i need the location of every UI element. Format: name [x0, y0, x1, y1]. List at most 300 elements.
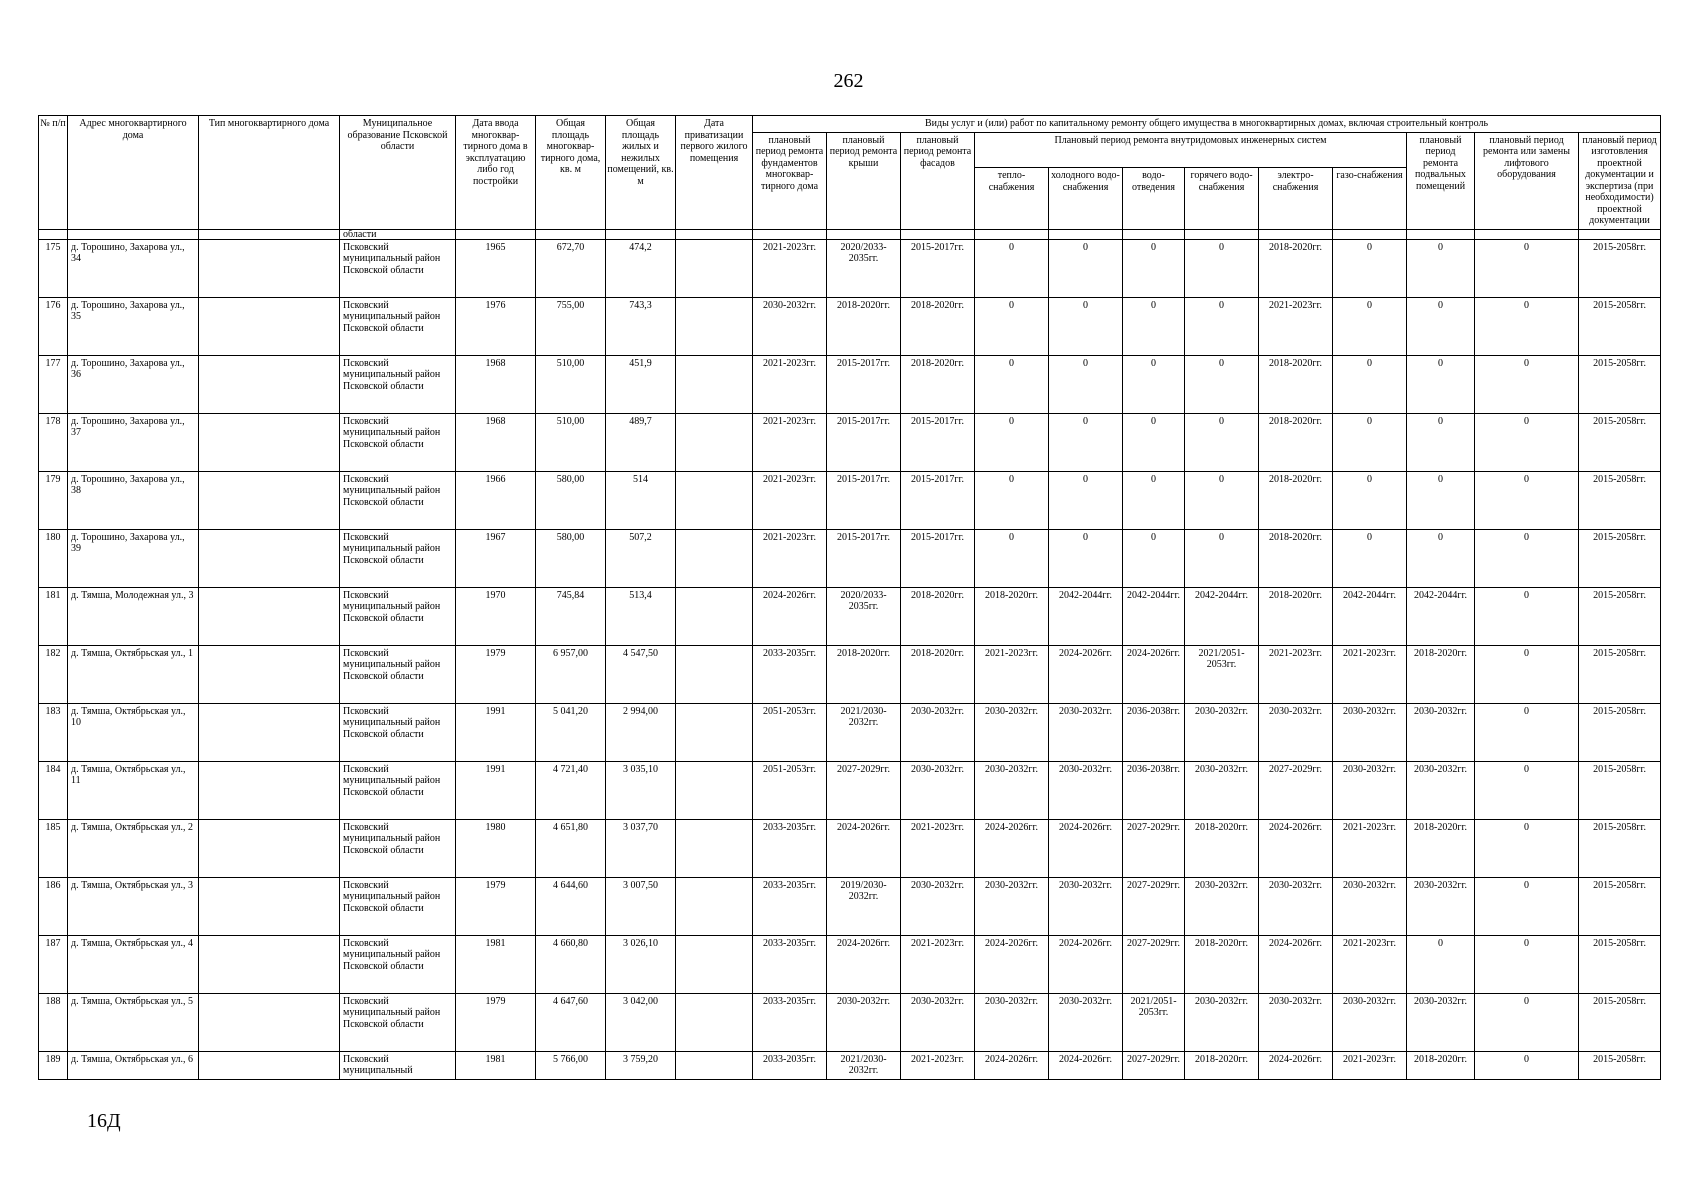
- hot-water-cell: 2030-2032гг.: [1185, 993, 1259, 1051]
- design-cell: 2015-2058гг.: [1579, 413, 1661, 471]
- address-cell: д. Торошино, Захарова ул., 35: [68, 297, 199, 355]
- municipality-cell: Псковский муниципальный район Псковской области: [340, 239, 456, 297]
- gas-cell: 2030-2032гг.: [1333, 877, 1407, 935]
- design-cell: 2015-2058гг.: [1579, 529, 1661, 587]
- privatization-cell: [676, 703, 753, 761]
- elevator-cell: 0: [1475, 703, 1579, 761]
- electric-cell: 2027-2029гг.: [1259, 761, 1333, 819]
- heat-cell: 0: [975, 355, 1049, 413]
- facade-cell: 2018-2020гг.: [901, 587, 975, 645]
- header-house-type: Тип многоквартирного дома: [199, 116, 340, 230]
- heat-cell: 2030-2032гг.: [975, 877, 1049, 935]
- heat-cell: 0: [975, 413, 1049, 471]
- elevator-cell: 0: [1475, 471, 1579, 529]
- gas-cell: 2021-2023гг.: [1333, 935, 1407, 993]
- header-privatization-date: Дата приватизации первого жилого помещения: [676, 116, 753, 230]
- header-works-group: Виды услуг и (или) работ по капитальному ремонту общего имущества в многоквартирных домах, включая строительный контроль: [753, 116, 1661, 133]
- gas-cell: 0: [1333, 413, 1407, 471]
- total-area-cell: 5 766,00: [536, 1051, 606, 1079]
- gas-cell: 2042-2044гг.: [1333, 587, 1407, 645]
- heat-cell: 2030-2032гг.: [975, 761, 1049, 819]
- header-hot-water: горячего водо-снабжения: [1185, 168, 1259, 229]
- heat-cell: 0: [975, 297, 1049, 355]
- total-area-cell: 4 721,40: [536, 761, 606, 819]
- municipality-cell: Псковский муниципальный район Псковской области: [340, 413, 456, 471]
- municipality-cell: Псковский муниципальный район Псковской области: [340, 993, 456, 1051]
- electric-cell: 2024-2026гг.: [1259, 1051, 1333, 1079]
- design-cell: 2015-2058гг.: [1579, 587, 1661, 645]
- drainage-cell: 2027-2029гг.: [1123, 1051, 1185, 1079]
- foundation-cell: 2033-2035гг.: [753, 645, 827, 703]
- header-facade: плановый период ремонта фасадов: [901, 132, 975, 229]
- gas-cell: 0: [1333, 239, 1407, 297]
- foundation-cell: 2033-2035гг.: [753, 1051, 827, 1079]
- roof-cell: 2015-2017гг.: [827, 529, 901, 587]
- year-cell: 1980: [456, 819, 536, 877]
- address-cell: д. Тямша, Октябрьская ул., 11: [68, 761, 199, 819]
- roof-cell: 2019/2030-2032гг.: [827, 877, 901, 935]
- cold-water-cell: 0: [1049, 413, 1123, 471]
- privatization-cell: [676, 761, 753, 819]
- privatization-cell: [676, 587, 753, 645]
- privatization-cell: [676, 993, 753, 1051]
- header-electric: электро-снабжения: [1259, 168, 1333, 229]
- hot-water-cell: 2042-2044гг.: [1185, 587, 1259, 645]
- table-row: [39, 645, 1661, 703]
- roof-cell: 2020/2033-2035гг.: [827, 587, 901, 645]
- row-number: 181: [39, 587, 68, 645]
- row-number: 178: [39, 413, 68, 471]
- design-cell: 2015-2058гг.: [1579, 471, 1661, 529]
- address-cell: д. Торошино, Захарова ул., 36: [68, 355, 199, 413]
- year-cell: 1979: [456, 993, 536, 1051]
- heat-cell: 2018-2020гг.: [975, 587, 1049, 645]
- living-area-cell: 3 026,10: [606, 935, 676, 993]
- drainage-cell: 2021/2051-2053гг.: [1123, 993, 1185, 1051]
- house-type-cell: [199, 877, 340, 935]
- electric-cell: 2030-2032гг.: [1259, 703, 1333, 761]
- foundation-cell: 2051-2053гг.: [753, 703, 827, 761]
- hot-water-cell: 2030-2032гг.: [1185, 703, 1259, 761]
- gas-cell: 2021-2023гг.: [1333, 1051, 1407, 1079]
- address-cell: д. Тямша, Октябрьская ул., 2: [68, 819, 199, 877]
- drainage-cell: 2027-2029гг.: [1123, 819, 1185, 877]
- living-area-cell: 514: [606, 471, 676, 529]
- electric-cell: 2030-2032гг.: [1259, 877, 1333, 935]
- foundation-cell: 2021-2023гг.: [753, 529, 827, 587]
- living-area-cell: 507,2: [606, 529, 676, 587]
- total-area-cell: 4 644,60: [536, 877, 606, 935]
- year-cell: 1979: [456, 877, 536, 935]
- house-type-cell: [199, 413, 340, 471]
- elevator-cell: 0: [1475, 529, 1579, 587]
- cold-water-cell: 2024-2026гг.: [1049, 819, 1123, 877]
- house-type-cell: [199, 993, 340, 1051]
- roof-cell: 2018-2020гг.: [827, 297, 901, 355]
- house-type-cell: [199, 297, 340, 355]
- roof-cell: 2015-2017гг.: [827, 413, 901, 471]
- basement-cell: 2018-2020гг.: [1407, 819, 1475, 877]
- table-row: [39, 413, 1661, 471]
- drainage-cell: 0: [1123, 297, 1185, 355]
- electric-cell: 2018-2020гг.: [1259, 239, 1333, 297]
- header-num: № п/п: [39, 116, 68, 230]
- heat-cell: 2024-2026гг.: [975, 1051, 1049, 1079]
- total-area-cell: 5 041,20: [536, 703, 606, 761]
- municipality-cell: Псковский муниципальный район Псковской области: [340, 703, 456, 761]
- living-area-cell: 2 994,00: [606, 703, 676, 761]
- header-total-area: Общая площадь многоквар-тирного дома, кв. м: [536, 116, 606, 230]
- drainage-cell: 0: [1123, 355, 1185, 413]
- cold-water-cell: 2030-2032гг.: [1049, 877, 1123, 935]
- living-area-cell: 3 042,00: [606, 993, 676, 1051]
- design-cell: 2015-2058гг.: [1579, 703, 1661, 761]
- hot-water-cell: 0: [1185, 239, 1259, 297]
- cold-water-cell: 2024-2026гг.: [1049, 645, 1123, 703]
- privatization-cell: [676, 1051, 753, 1079]
- gas-cell: 0: [1333, 471, 1407, 529]
- foundation-cell: 2051-2053гг.: [753, 761, 827, 819]
- row-number: 186: [39, 877, 68, 935]
- privatization-cell: [676, 297, 753, 355]
- privatization-cell: [676, 935, 753, 993]
- basement-cell: 0: [1407, 297, 1475, 355]
- address-cell: д. Тямша, Октябрьская ул., 4: [68, 935, 199, 993]
- row-number: 179: [39, 471, 68, 529]
- roof-cell: 2020/2033-2035гг.: [827, 239, 901, 297]
- year-cell: 1965: [456, 239, 536, 297]
- hot-water-cell: 0: [1185, 529, 1259, 587]
- cold-water-cell: 0: [1049, 355, 1123, 413]
- header-design: плановый период изготовления проектной документации и экспертиза (при необходимости) проектной документации: [1579, 132, 1661, 229]
- table-row: [39, 703, 1661, 761]
- page-number: 262: [833, 70, 864, 92]
- roof-cell: 2024-2026гг.: [827, 935, 901, 993]
- municipality-cell: Псковский муниципальный район Псковской области: [340, 877, 456, 935]
- foundation-cell: 2021-2023гг.: [753, 413, 827, 471]
- heat-cell: 2030-2032гг.: [975, 993, 1049, 1051]
- header-commission-date: Дата ввода многоквар-тирного дома в эксплуатацию либо год постройки: [456, 116, 536, 230]
- basement-cell: 2018-2020гг.: [1407, 1051, 1475, 1079]
- house-type-cell: [199, 471, 340, 529]
- gas-cell: 2030-2032гг.: [1333, 761, 1407, 819]
- table-row: [39, 587, 1661, 645]
- hot-water-cell: 2021/2051-2053гг.: [1185, 645, 1259, 703]
- privatization-cell: [676, 471, 753, 529]
- elevator-cell: 0: [1475, 587, 1579, 645]
- total-area-cell: 510,00: [536, 355, 606, 413]
- heat-cell: 2030-2032гг.: [975, 703, 1049, 761]
- privatization-cell: [676, 239, 753, 297]
- facade-cell: 2018-2020гг.: [901, 355, 975, 413]
- total-area-cell: 510,00: [536, 413, 606, 471]
- privatization-cell: [676, 413, 753, 471]
- municipality-cell: Псковский муниципальный: [340, 1051, 456, 1079]
- year-cell: 1966: [456, 471, 536, 529]
- design-cell: 2015-2058гг.: [1579, 819, 1661, 877]
- roof-cell: 2021/2030-2032гг.: [827, 703, 901, 761]
- year-cell: 1991: [456, 703, 536, 761]
- year-cell: 1981: [456, 1051, 536, 1079]
- elevator-cell: 0: [1475, 355, 1579, 413]
- municipality-cell: Псковский муниципальный район Псковской области: [340, 297, 456, 355]
- living-area-cell: 3 035,10: [606, 761, 676, 819]
- elevator-cell: 0: [1475, 297, 1579, 355]
- table-row: [39, 993, 1661, 1051]
- basement-cell: 0: [1407, 355, 1475, 413]
- table-row: [39, 1051, 1661, 1079]
- gas-cell: 0: [1333, 297, 1407, 355]
- drainage-cell: 0: [1123, 471, 1185, 529]
- facade-cell: 2015-2017гг.: [901, 239, 975, 297]
- hot-water-cell: 2018-2020гг.: [1185, 1051, 1259, 1079]
- privatization-cell: [676, 877, 753, 935]
- basement-cell: 2042-2044гг.: [1407, 587, 1475, 645]
- design-cell: 2015-2058гг.: [1579, 935, 1661, 993]
- hot-water-cell: 2030-2032гг.: [1185, 761, 1259, 819]
- living-area-cell: 451,9: [606, 355, 676, 413]
- facade-cell: 2015-2017гг.: [901, 529, 975, 587]
- table-row: [39, 877, 1661, 935]
- facade-cell: 2018-2020гг.: [901, 645, 975, 703]
- table-row: [39, 297, 1661, 355]
- roof-cell: 2030-2032гг.: [827, 993, 901, 1051]
- table-row: [39, 819, 1661, 877]
- address-cell: д. Тямша, Октябрьская ул., 1: [68, 645, 199, 703]
- year-cell: 1981: [456, 935, 536, 993]
- continuation-row: [39, 229, 1661, 239]
- house-type-cell: [199, 703, 340, 761]
- gas-cell: 2021-2023гг.: [1333, 645, 1407, 703]
- elevator-cell: 0: [1475, 761, 1579, 819]
- design-cell: 2015-2058гг.: [1579, 761, 1661, 819]
- roof-cell: 2015-2017гг.: [827, 355, 901, 413]
- design-cell: 2015-2058гг.: [1579, 297, 1661, 355]
- basement-cell: 2030-2032гг.: [1407, 877, 1475, 935]
- foundation-cell: 2033-2035гг.: [753, 819, 827, 877]
- heat-cell: 0: [975, 471, 1049, 529]
- header-living-area: Общая площадь жилых и нежилых помещений, кв. м: [606, 116, 676, 230]
- basement-cell: 0: [1407, 529, 1475, 587]
- privatization-cell: [676, 819, 753, 877]
- living-area-cell: 743,3: [606, 297, 676, 355]
- address-cell: д. Торошино, Захарова ул., 37: [68, 413, 199, 471]
- house-type-cell: [199, 587, 340, 645]
- table-row: [39, 471, 1661, 529]
- cold-water-cell: 0: [1049, 471, 1123, 529]
- total-area-cell: 755,00: [536, 297, 606, 355]
- facade-cell: 2030-2032гг.: [901, 877, 975, 935]
- elevator-cell: 0: [1475, 993, 1579, 1051]
- privatization-cell: [676, 645, 753, 703]
- electric-cell: 2024-2026гг.: [1259, 935, 1333, 993]
- row-number: 189: [39, 1051, 68, 1079]
- basement-cell: 2018-2020гг.: [1407, 645, 1475, 703]
- table-row: [39, 355, 1661, 413]
- cold-water-cell: 2024-2026гг.: [1049, 1051, 1123, 1079]
- roof-cell: 2027-2029гг.: [827, 761, 901, 819]
- house-type-cell: [199, 819, 340, 877]
- hot-water-cell: 2030-2032гг.: [1185, 877, 1259, 935]
- total-area-cell: 580,00: [536, 471, 606, 529]
- living-area-cell: 489,7: [606, 413, 676, 471]
- heat-cell: 0: [975, 529, 1049, 587]
- foundation-cell: 2033-2035гг.: [753, 935, 827, 993]
- electric-cell: 2018-2020гг.: [1259, 471, 1333, 529]
- house-type-cell: [199, 239, 340, 297]
- hot-water-cell: 0: [1185, 355, 1259, 413]
- row-number: 180: [39, 529, 68, 587]
- header-drainage: водо-отведения: [1123, 168, 1185, 229]
- address-cell: д. Тямша, Октябрьская ул., 10: [68, 703, 199, 761]
- header-cold-water: холодного водо-снабжения: [1049, 168, 1123, 229]
- facade-cell: 2021-2023гг.: [901, 819, 975, 877]
- total-area-cell: 4 647,60: [536, 993, 606, 1051]
- facade-cell: 2021-2023гг.: [901, 935, 975, 993]
- municipality-cell: Псковский муниципальный район Псковской области: [340, 761, 456, 819]
- gas-cell: 2030-2032гг.: [1333, 703, 1407, 761]
- header-elevator: плановый период ремонта или замены лифтового оборудования: [1475, 132, 1579, 229]
- roof-cell: 2021/2030-2032гг.: [827, 1051, 901, 1079]
- row-number: 177: [39, 355, 68, 413]
- drainage-cell: 2024-2026гг.: [1123, 645, 1185, 703]
- cold-water-cell: 2030-2032гг.: [1049, 703, 1123, 761]
- drainage-cell: 2036-2038гг.: [1123, 761, 1185, 819]
- address-cell: д. Торошино, Захарова ул., 38: [68, 471, 199, 529]
- electric-cell: 2021-2023гг.: [1259, 297, 1333, 355]
- municipality-cell: Псковский муниципальный район Псковской области: [340, 529, 456, 587]
- house-type-cell: [199, 529, 340, 587]
- gas-cell: 2021-2023гг.: [1333, 819, 1407, 877]
- elevator-cell: 0: [1475, 645, 1579, 703]
- electric-cell: 2021-2023гг.: [1259, 645, 1333, 703]
- house-type-cell: [199, 935, 340, 993]
- header-roof: плановый период ремонта крыши: [827, 132, 901, 229]
- municipality-cell: Псковский муниципальный район Псковской области: [340, 355, 456, 413]
- header-internal-systems: Плановый период ремонта внутридомовых инженерных систем: [975, 132, 1407, 168]
- design-cell: 2015-2058гг.: [1579, 355, 1661, 413]
- electric-cell: 2018-2020гг.: [1259, 529, 1333, 587]
- facade-cell: 2030-2032гг.: [901, 703, 975, 761]
- house-type-cell: [199, 1051, 340, 1079]
- drainage-cell: 2027-2029гг.: [1123, 877, 1185, 935]
- electric-cell: 2018-2020гг.: [1259, 413, 1333, 471]
- total-area-cell: 745,84: [536, 587, 606, 645]
- header-gas: газо-снабжения: [1333, 168, 1407, 229]
- roof-cell: 2018-2020гг.: [827, 645, 901, 703]
- drainage-cell: 0: [1123, 239, 1185, 297]
- header-basement: плановый период ремонта подвальных помещений: [1407, 132, 1475, 229]
- elevator-cell: 0: [1475, 1051, 1579, 1079]
- capital-repair-table: [38, 115, 1661, 1080]
- cold-water-cell: 2042-2044гг.: [1049, 587, 1123, 645]
- municipality-cell: Псковский муниципальный район Псковской области: [340, 819, 456, 877]
- hot-water-cell: 0: [1185, 297, 1259, 355]
- year-cell: 1970: [456, 587, 536, 645]
- footer-mark: 16Д: [87, 1110, 121, 1132]
- address-cell: д. Тямша, Молодежная ул., 3: [68, 587, 199, 645]
- roof-cell: 2024-2026гг.: [827, 819, 901, 877]
- basement-cell: 0: [1407, 413, 1475, 471]
- foundation-cell: 2021-2023гг.: [753, 471, 827, 529]
- facade-cell: 2018-2020гг.: [901, 297, 975, 355]
- table-row: [39, 529, 1661, 587]
- basement-cell: 0: [1407, 935, 1475, 993]
- year-cell: 1967: [456, 529, 536, 587]
- drainage-cell: 2036-2038гг.: [1123, 703, 1185, 761]
- total-area-cell: 4 660,80: [536, 935, 606, 993]
- drainage-cell: 0: [1123, 413, 1185, 471]
- address-cell: д. Торошино, Захарова ул., 39: [68, 529, 199, 587]
- cold-water-cell: 2024-2026гг.: [1049, 935, 1123, 993]
- row-number: 185: [39, 819, 68, 877]
- header-municipality: Муниципальное образование Псковской области: [340, 116, 456, 230]
- privatization-cell: [676, 529, 753, 587]
- roof-cell: 2015-2017гг.: [827, 471, 901, 529]
- address-cell: д. Тямша, Октябрьская ул., 5: [68, 993, 199, 1051]
- gas-cell: 2030-2032гг.: [1333, 993, 1407, 1051]
- design-cell: 2015-2058гг.: [1579, 1051, 1661, 1079]
- address-cell: д. Тямша, Октябрьская ул., 6: [68, 1051, 199, 1079]
- row-number: 176: [39, 297, 68, 355]
- table-row: [39, 239, 1661, 297]
- municipality-cell: Псковский муниципальный район Псковской области: [340, 587, 456, 645]
- electric-cell: 2018-2020гг.: [1259, 587, 1333, 645]
- year-cell: 1968: [456, 413, 536, 471]
- foundation-cell: 2033-2035гг.: [753, 993, 827, 1051]
- cold-water-cell: 2030-2032гг.: [1049, 993, 1123, 1051]
- municipality-cell: Псковский муниципальный район Псковской области: [340, 471, 456, 529]
- hot-water-cell: 2018-2020гг.: [1185, 935, 1259, 993]
- foundation-cell: 2024-2026гг.: [753, 587, 827, 645]
- header-heat: тепло-снабжения: [975, 168, 1049, 229]
- design-cell: 2015-2058гг.: [1579, 645, 1661, 703]
- design-cell: 2015-2058гг.: [1579, 239, 1661, 297]
- living-area-cell: 513,4: [606, 587, 676, 645]
- year-cell: 1979: [456, 645, 536, 703]
- privatization-cell: [676, 355, 753, 413]
- drainage-cell: 0: [1123, 529, 1185, 587]
- elevator-cell: 0: [1475, 877, 1579, 935]
- row-number: 182: [39, 645, 68, 703]
- row-number: 183: [39, 703, 68, 761]
- total-area-cell: 6 957,00: [536, 645, 606, 703]
- house-type-cell: [199, 761, 340, 819]
- cold-water-cell: 0: [1049, 529, 1123, 587]
- basement-cell: 0: [1407, 471, 1475, 529]
- basement-cell: 2030-2032гг.: [1407, 993, 1475, 1051]
- facade-cell: 2030-2032гг.: [901, 761, 975, 819]
- design-cell: 2015-2058гг.: [1579, 877, 1661, 935]
- foundation-cell: 2021-2023гг.: [753, 355, 827, 413]
- row-number: 187: [39, 935, 68, 993]
- gas-cell: 0: [1333, 529, 1407, 587]
- row-number: 184: [39, 761, 68, 819]
- facade-cell: 2030-2032гг.: [901, 993, 975, 1051]
- living-area-cell: 4 547,50: [606, 645, 676, 703]
- total-area-cell: 672,70: [536, 239, 606, 297]
- drainage-cell: 2027-2029гг.: [1123, 935, 1185, 993]
- living-area-cell: 3 007,50: [606, 877, 676, 935]
- elevator-cell: 0: [1475, 935, 1579, 993]
- hot-water-cell: 0: [1185, 413, 1259, 471]
- drainage-cell: 2042-2044гг.: [1123, 587, 1185, 645]
- cold-water-cell: 2030-2032гг.: [1049, 761, 1123, 819]
- foundation-cell: 2033-2035гг.: [753, 877, 827, 935]
- electric-cell: 2024-2026гг.: [1259, 819, 1333, 877]
- house-type-cell: [199, 645, 340, 703]
- year-cell: 1968: [456, 355, 536, 413]
